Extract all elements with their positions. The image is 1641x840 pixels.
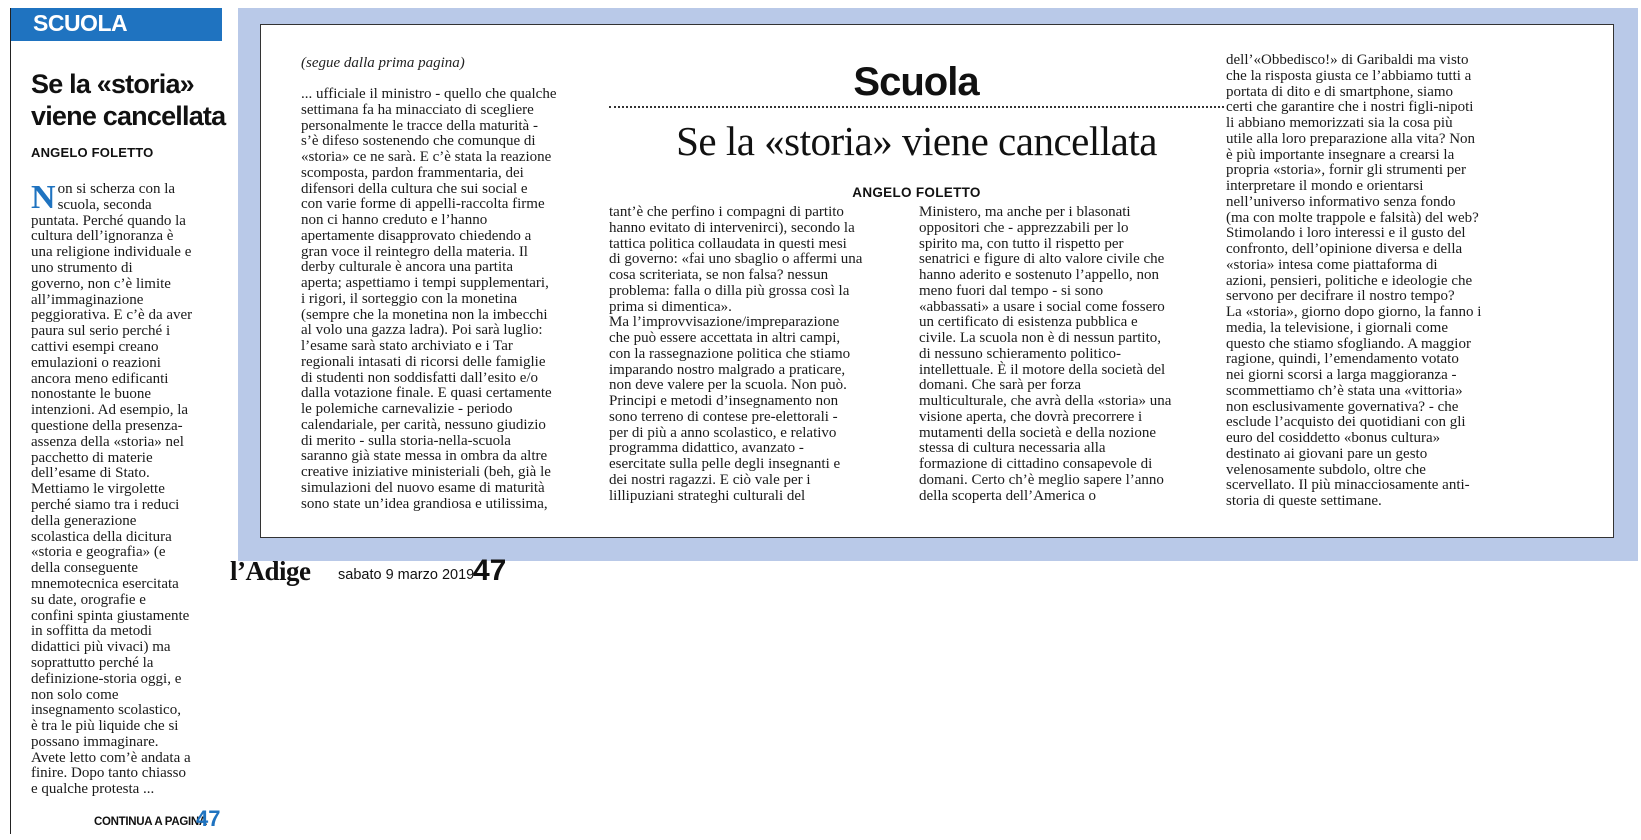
article-body — [31, 179, 231, 798]
text-line: possano immaginare. — [31, 733, 159, 750]
text-line: tattica politica collaudata in questi mesi — [609, 235, 847, 252]
text-line: per di più a anno scolastico, e relativo — [609, 424, 837, 441]
text-line: saranno già state messa in ombra da altre — [301, 448, 548, 465]
text-line: didattici più vivaci) ma — [31, 639, 171, 656]
text-line: confronto, dell’opinione diversa e della — [1226, 241, 1463, 257]
section-header-bar — [11, 8, 222, 41]
text-line: on si scherza con la — [57, 181, 176, 197]
text-line: hanno evitato di intervenirci), secondo la — [609, 219, 855, 236]
text-line: «storia» intesa come piattaforma di — [1226, 256, 1438, 273]
text-line: s’è difeso sostenendo che comunque di — [301, 133, 536, 150]
text-line: (ma con molte trappole e falsità) del web? — [1226, 209, 1479, 226]
text-line: «storia» ce ne sarà. E c’è stata la reazione — [301, 149, 552, 165]
text-line: Mettiamo le virgolette — [31, 481, 165, 498]
text-line: un certificato di esistenza pubblica e — [919, 314, 1138, 331]
text-line: multiculturale, che avrà della «storia» una — [919, 393, 1172, 409]
text-line: portata di dito e di smartphone, siamo — [1226, 83, 1454, 100]
text-line: calendariale, per carità, nessuno giudizio — [301, 416, 546, 433]
text-line: i rigori, il sorteggio con la monetina — [301, 290, 518, 307]
text-line: della conseguente — [31, 560, 139, 577]
text-line: propria «storia», fornir gli strumenti per — [1226, 162, 1466, 179]
article-byline: ANGELO FOLETTO — [852, 185, 981, 200]
text-line: nei giorni scorsi a larga maggioranza - — [1226, 367, 1457, 383]
text-line: nonostante le buone — [31, 386, 151, 403]
text-line: insegnamento scolastico, — [31, 702, 181, 719]
text-line: personalmente le tracce della maturità - — [301, 117, 538, 134]
text-line: non esclusivamente governativa? - che — [1226, 398, 1459, 415]
text-line: meno fuori dal tempo - si sono — [919, 282, 1104, 299]
text-line: scomposta, pardon frammentaria, dei — [301, 164, 524, 181]
text-line: con varie forme di appelli-raccolta firme — [301, 196, 545, 213]
text-line: le polemiche carnevalizie - periodo — [301, 401, 513, 417]
text-line: emulazioni o reazioni — [31, 354, 161, 371]
text-line: assenza della «storia» nel — [31, 433, 184, 450]
text-line: Ministero, ma anche per i blasonati — [919, 204, 1131, 220]
text-line: «abbassati» a usare i social come fossero — [919, 298, 1165, 315]
text-line: imparando nostro malgrado a praticare, — [609, 361, 846, 378]
text-line: Principi e metodi d’insegnamento non — [609, 393, 839, 409]
text-line: velenosamente subdolo, oltre che — [1226, 461, 1426, 478]
article-headline: Se la «storia» viene cancellata — [676, 118, 1157, 164]
text-line: difensori della cultura che sui social e — [301, 180, 528, 197]
text-line: che la risposta giusta ce l’abbiamo tutti a — [1226, 67, 1472, 84]
text-line: finire. Dopo tanto chiasso — [31, 765, 186, 782]
text-line: con la rassegnazione politica che stiamo — [609, 345, 851, 362]
text-line: settimana fa ha minacciato di scegliere — [301, 101, 534, 118]
text-line: è tra le più liquide che si — [31, 718, 179, 735]
text-line: aperta; aspettiamo i tempi supplementari, — [301, 275, 549, 291]
text-line: ... ufficiale il ministro - quello che qualche — [301, 86, 557, 102]
text-line: perché siamo tra i reduci — [31, 496, 180, 513]
text-line: una religione individuale e — [31, 244, 192, 261]
text-line: mutamenti della società e della nozione — [919, 424, 1156, 441]
text-line: nell’universo informativo senza fondo — [1226, 193, 1456, 210]
text-line: li abbiano memorizzati sia la cosa più — [1226, 115, 1453, 131]
text-line: utile alla loro preparazione alla vita? Non — [1226, 130, 1476, 147]
text-column-4 — [1226, 53, 1526, 510]
text-line: (sempre che la monetina non la imbecchi — [301, 306, 548, 323]
text-line: dei nostri ragazzi. E ciò vale per i — [609, 471, 811, 488]
text-line: puntata. Perché quando la — [31, 212, 186, 229]
text-column-1 — [301, 87, 601, 512]
section-heading: Scuola — [853, 60, 979, 104]
text-line: prima si dimentica». — [609, 298, 732, 315]
text-line: domani. Certo ch’è meglio sapere l’anno — [919, 471, 1164, 488]
text-line: esclude l’acquisto dei quotidiani con gli — [1226, 414, 1466, 431]
text-line: è più importante insegnare a crearsi la — [1226, 146, 1455, 163]
text-line: gran voce il reintegro della materia. Il — [301, 243, 528, 260]
text-line: in soffitta da metodi — [31, 623, 152, 640]
text-line: ragione, quindi, l’emendamento votato — [1226, 351, 1459, 368]
text-line: scervellato. Il più minacciosamente anti- — [1226, 477, 1470, 494]
text-line: derby culturale è ancora una partita — [301, 259, 513, 276]
text-line: non deve valere per la scuola. Non può. — [609, 377, 847, 394]
section-label: SCUOLA — [33, 10, 128, 36]
text-line: formazione di cittadino consapevole di — [919, 456, 1153, 472]
text-line: che può essere accettata in altri campi, — [609, 330, 841, 346]
text-line: su date, orografie e — [31, 591, 146, 608]
text-line: lillipuziani strateghi culturali del — [609, 487, 806, 504]
text-line: cosa scriteriata, se non falsa? nessun — [609, 267, 829, 283]
text-line: uno strumento di — [31, 259, 133, 276]
text-line: scolastica della dicitura — [31, 528, 172, 545]
article-box — [260, 24, 1614, 538]
text-line: programma didattico, avanzato - — [609, 440, 804, 457]
article-title: Se la «storia» viene cancellata — [31, 69, 226, 131]
text-line: pacchetto di materie — [31, 449, 153, 466]
text-line: Avete letto com’è andata a — [31, 749, 191, 766]
text-column-2 — [609, 205, 904, 504]
text-line: euro del cosiddetto «bonus cultura» — [1226, 430, 1441, 446]
text-line: Ma l’improvvisazione/impreparazione — [609, 314, 840, 331]
text-line: all’immaginazione — [31, 291, 144, 308]
text-line: sono state un’idea grandiosa e utilissima, — [301, 495, 548, 512]
text-line: ancora meno edificanti — [31, 370, 169, 387]
text-line: confini spinta giustamente — [31, 607, 190, 624]
text-line: dalla votazione finale. E quasi certamente — [301, 385, 552, 402]
text-line: regionali intasati di ricorsi delle famiglie — [301, 353, 546, 370]
text-line: «storia e geografia» (e — [31, 544, 166, 561]
continued-page-number[interactable]: 47 — [196, 806, 221, 831]
text-line: cattivi esempi creano — [31, 338, 159, 355]
text-line: sono terreno di contese pre-elettorali - — [609, 408, 838, 425]
text-line: certi che garantire che i nostri figli-nipoti — [1226, 99, 1474, 116]
text-line: governo, non c’è limite — [31, 275, 171, 292]
text-column-3 — [919, 205, 1219, 504]
text-line: dell’«Obbedisco!» di Garibaldi ma visto — [1226, 52, 1469, 68]
text-line: non ci hanno creduto e l’hanno — [301, 212, 488, 228]
text-line: intenzioni. Ad esempio, la — [31, 402, 189, 419]
text-line: definizione-storia oggi, e — [31, 670, 182, 687]
text-line: e qualche protesta ... — [31, 781, 155, 798]
text-line: questione della presenza- — [31, 417, 183, 434]
text-line: domani. Che sarà per forza — [919, 377, 1082, 394]
text-line: di studenti non soddisfatti dall’esito e/o — [301, 369, 539, 386]
text-line: soprattutto perché la — [31, 654, 154, 671]
text-line: media, la televisione, i giornali come — [1226, 319, 1449, 336]
newspaper-logo: l’Adige — [230, 556, 311, 586]
text-line: peggiorativa. E c’è da aver — [31, 307, 193, 324]
dropcap-letter: N — [31, 179, 56, 216]
dotted-divider — [609, 106, 1224, 108]
article-author: ANGELO FOLETTO — [31, 145, 154, 160]
article-panel — [238, 8, 1638, 561]
text-line: questo che stiamo sfogliando. A maggior — [1226, 335, 1471, 352]
text-line: spirito ma, con tutto il rispetto per — [919, 235, 1124, 252]
text-line: di merito - sulla storia-nella-scuola — [301, 432, 511, 449]
continued-on-page-label: CONTINUA A PAGINA — [94, 816, 207, 828]
text-line: scuola, seconda — [57, 196, 152, 213]
text-line: esercitate sulla pelle degli insegnanti e — [609, 456, 841, 472]
text-line: tant’è che perfino i compagni di partito — [609, 204, 844, 220]
text-line: al volo una gazza ladra). Poi sarà luglio: — [301, 322, 543, 339]
text-line: senatrici e figure di alto valore civile che — [919, 251, 1165, 268]
text-line: intellettuale. È il motore della società del — [919, 361, 1166, 378]
text-line: l’esame sarà stato archiviato e i Tar — [301, 338, 513, 354]
text-line: azioni, pensieri, politiche e ideologie che — [1226, 272, 1473, 289]
continued-from-label: (segue dalla prima pagina) — [301, 55, 465, 71]
text-line: creative iniziative ministeriali (beh, già le — [301, 464, 551, 480]
text-line: di nessuno schieramento politico- — [919, 345, 1122, 362]
text-line: civile. La scuola non è di nessun partito, — [919, 330, 1162, 346]
text-line: di governo: «fai uno sbaglio o affermi una — [609, 251, 863, 268]
text-line: hanno aderito e sostenuto l’appello, non — [919, 267, 1159, 283]
issue-date: sabato 9 marzo 2019 — [338, 567, 475, 583]
text-line: mnemotecnica esercitata — [31, 575, 179, 592]
front-page-column — [10, 8, 226, 834]
text-line: simulazioni del nuovo esame di maturità — [301, 479, 545, 496]
text-line: visione aperta, che dovrà precorrere i — [919, 408, 1143, 425]
text-line: della scoperta dell’America o — [919, 487, 1096, 504]
text-line: servono per decifrare il nostro tempo? — [1226, 288, 1455, 305]
text-line: La «storia», giorno dopo giorno, la fanno i — [1226, 304, 1482, 320]
text-line: paura sul serio perché i — [31, 323, 171, 340]
text-line: dell’esame di Stato. — [31, 465, 150, 482]
text-line: apertamente disapprovato chiedendo a — [301, 227, 532, 244]
text-line: della generazione — [31, 512, 137, 529]
text-line: scommettiamo ch’è stata una «vittoria» — [1226, 382, 1463, 399]
text-line: storia di queste settimane. — [1226, 493, 1382, 509]
text-line: interpretare il mondo e orientarsi — [1226, 178, 1424, 194]
text-line: cultura dell’ignoranza è — [31, 228, 174, 245]
text-line: non solo come — [31, 686, 119, 703]
text-line: problema: falla o dilla più grossa così la — [609, 282, 850, 299]
text-line: oppositori che - apprezzabili per lo — [919, 219, 1129, 236]
text-line: stessa di cultura necessaria alla — [919, 440, 1106, 457]
text-line: destinato ai giovani pare un gesto — [1226, 445, 1428, 462]
page-number: 47 — [473, 554, 507, 587]
text-line: Stimolando i loro interessi e il gusto del — [1226, 225, 1466, 242]
